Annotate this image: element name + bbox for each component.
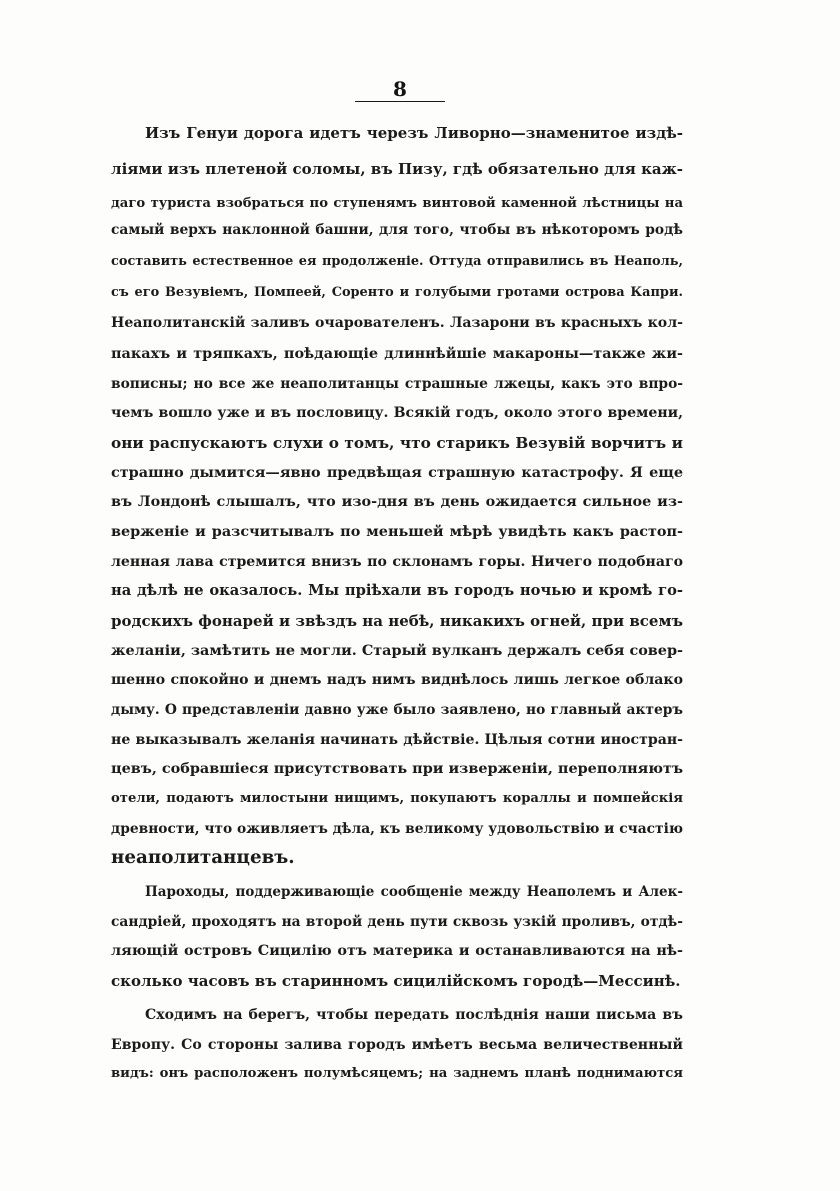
text-line: Пароходы, поддерживающіе сообщеніе между Неаполемъ и Алек- (145, 884, 683, 900)
text-line: Изъ Генуи дорога идетъ черезъ Ливорно—знаменитое издѣ- (145, 124, 683, 142)
text-line: даго туриста взобраться по ступенямъ винтовой каменной лѣстницы на (111, 196, 683, 211)
text-line: они распускаютъ слухи о томъ, что старикъ Везувій ворчитъ и (111, 434, 683, 452)
text-line: родскихъ фонарей и звѣздъ на небѣ, никакихъ огней, при всемъ (111, 612, 683, 630)
text-line: ленная лава стремится внизъ по склонамъ горы. Ничего подобнаго (111, 554, 683, 570)
text-line: чемъ вошло уже и въ пословицу. Всякій годъ, около этого времени, (111, 405, 683, 421)
text-line: верженіе и разсчитывалъ по меньшей мѣрѣ увидѣть какъ растоп- (111, 523, 683, 540)
text-line: сандріей, проходятъ на второй день пути сквозь узкій проливъ, отдѣ- (111, 914, 683, 930)
text-line: не выказывалъ желанія начинать дѣйствіе. Цѣлыя сотни иностран- (111, 732, 683, 748)
text-line: ліями изъ плетеной соломы, въ Пизу, гдѣ обязательно для каж- (111, 160, 683, 178)
text-line: пакахъ и тряпкахъ, поѣдающіе длиннѣйшіе макароны—также жи- (111, 345, 683, 362)
text-line: видъ: онъ расположенъ полумѣсяцемъ; на заднемъ планѣ поднимаются (111, 1066, 683, 1081)
text-line: Неаполитанскій заливъ очарователенъ. Лазарони въ красныхъ кол- (111, 315, 683, 331)
text-line: отели, подаютъ милостыни нищимъ, покупаютъ кораллы и помпейскія (111, 791, 683, 806)
text-line: цевъ, собравшіеся присутствовать при изверженіи, переполняютъ (111, 760, 683, 777)
header-rule (355, 101, 445, 102)
text-line: неаполитанцевъ. (111, 847, 295, 868)
page-number: 8 (393, 77, 407, 101)
text-line: желаніи, замѣтить не могли. Старый вулканъ держалъ себя совер- (111, 642, 683, 659)
text-line: въ Лондонѣ слышалъ, что изо-дня въ день ожидается сильное из- (111, 493, 683, 510)
text-line: ляющій островъ Сицилію отъ материка и останавливаются на нѣ- (111, 942, 683, 959)
text-line: дыму. О представленіи давно уже было заявлено, но главный актеръ (111, 702, 683, 718)
text-line: съ его Везувіемъ, Помпеей, Соренто и голубыми гротами острова Капри. (111, 285, 683, 300)
text-line: Сходимъ на берегъ, чтобы передать послѣднія наши письма въ (145, 1007, 683, 1023)
text-line: Европу. Со стороны залива городъ имѣетъ весьма величественный (111, 1037, 683, 1053)
text-line: шенно спокойно и днемъ надъ нимъ виднѣлось лишь легкое облако (111, 672, 683, 688)
text-line: сколько часовъ въ старинномъ сицилійскомъ городѣ—Мессинѣ. (111, 972, 681, 990)
text-line: страшно дымится—явно предвѣщая страшную катастрофу. Я еще (111, 464, 683, 481)
text-line: составить естественное ея продолженіе. Оттуда отправились въ Неаполь, (111, 254, 683, 269)
text-line: древности, что оживляетъ дѣла, къ великому удовольствію и счастію (111, 821, 683, 837)
text-line: вописны; но все же неаполитанцы страшные лжецы, какъ это впро- (111, 376, 683, 392)
text-line: на дѣлѣ не оказалось. Мы пріѣхали въ городъ ночью и кромѣ го- (111, 582, 683, 599)
text-line: самый верхъ наклонной башни, для того, чтобы въ нѣкоторомъ родѣ (111, 222, 683, 238)
